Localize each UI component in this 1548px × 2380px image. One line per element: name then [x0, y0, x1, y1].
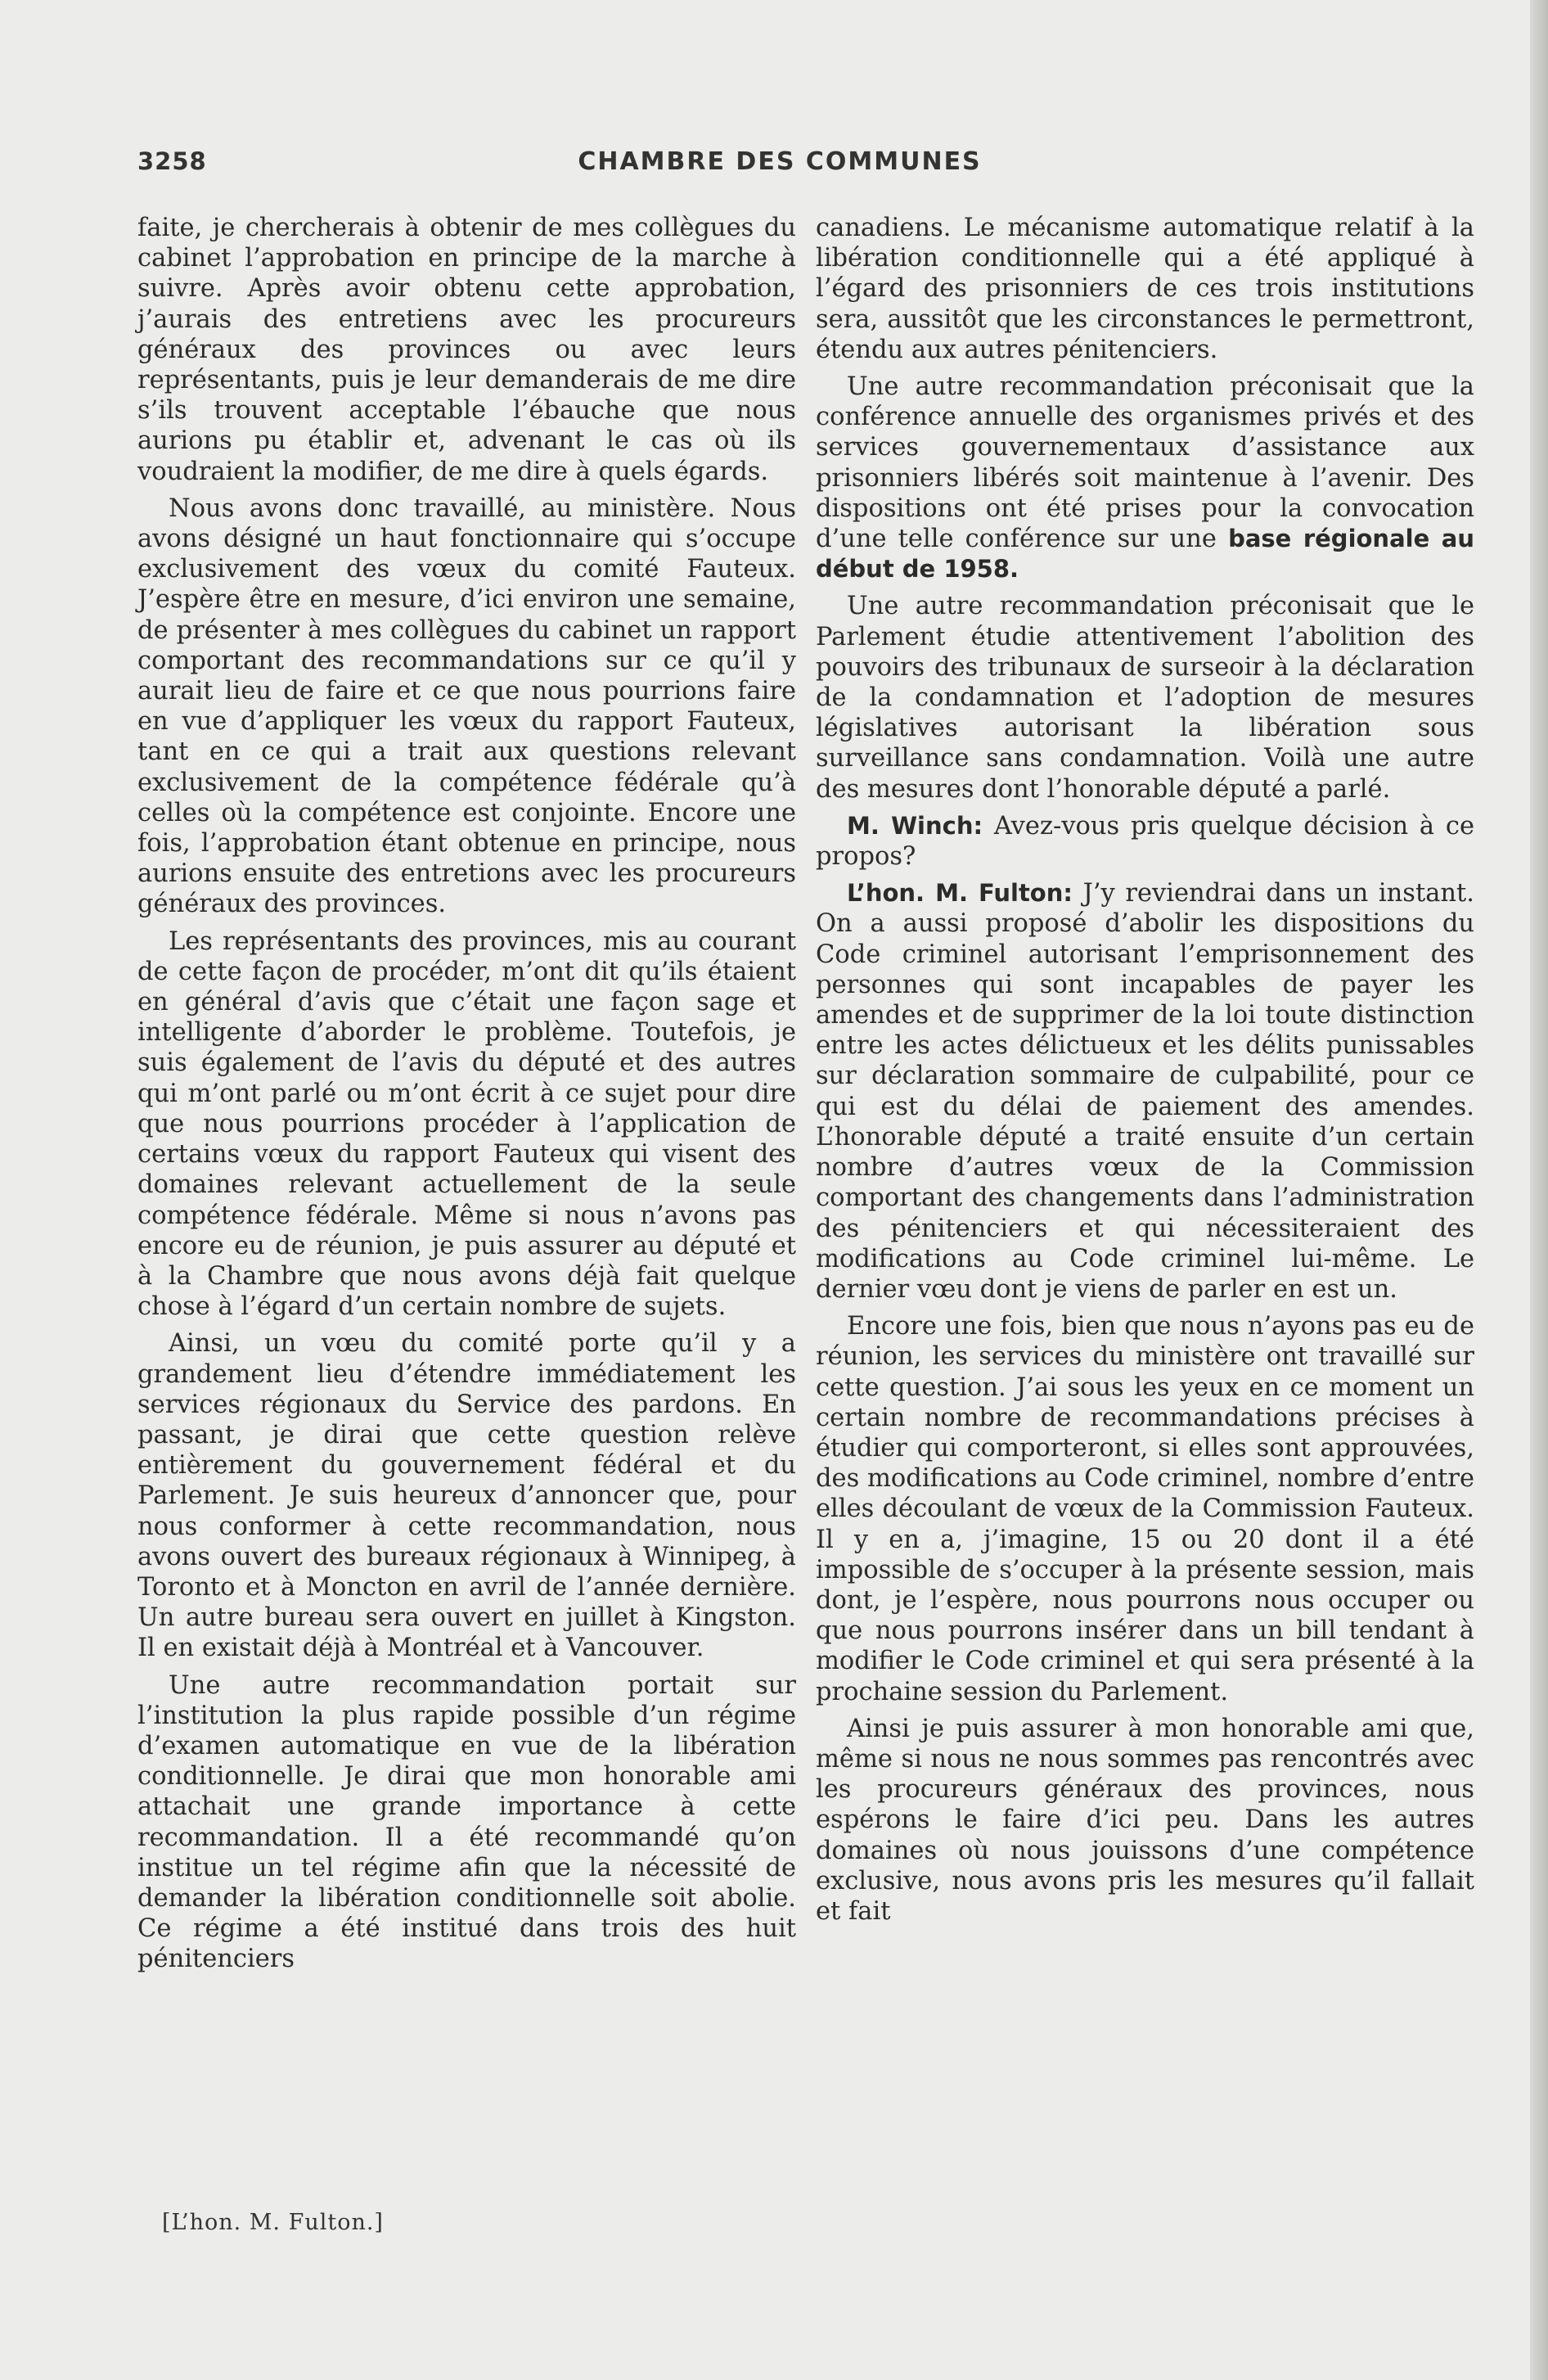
speaker-name: M. Winch:: [847, 811, 983, 840]
paragraph: Une autre recommandation préconisait que le Parlement étudie attentivement l’abolition des pouvoirs des tribunaux de surseoir à la déclaration de la condamnation et l’adoption de mesures législatives autorisant la libération sous surveillance sans condamnation. Voilà une autre des mesures dont l’honorable député a parlé.: [816, 592, 1474, 804]
paragraph: Nous avons donc travaillé, au ministère. Nous avons désigné un haut fonctionnaire qui s’occupe exclusivement des vœux du comité Fauteux. J’espère être en mesure, d’ici environ une semaine, de présenter à mes collègues du cabinet un rapport comportant des recommandations sur ce qu’il y aurait lieu de faire et ce que nous pourrions faire en vue d’appliquer les vœux du rapport Fauteux, tant en ce qui a trait aux questions relevant exclusivement de la compétence fédérale qu’à celles où la compétence est conjointe. Encore une fois, l’approbation étant obtenue en principe, nous aurions ensuite des entretions avec les procureurs généraux des provinces.: [137, 494, 796, 919]
page-edge-shadow: [1530, 0, 1548, 2380]
paragraph: Ainsi je puis assurer à mon honorable ami que, même si nous ne nous sommes pas rencontrés avec les procureurs généraux des provinces, nous espérons le faire d’ici peu. Dans les autres domaines où nous jouissons d’une compétence exclusive, nous avons pris les mesures qu’il fallait et fait: [816, 1714, 1474, 1926]
paragraph: faite, je chercherais à obtenir de mes collègues du cabinet l’approbation en principe de la marche à suivre. Après avoir obtenu cette approbation, j’aurais des entretiens avec les procureurs généraux des provinces ou avec leurs représentants, puis je leur demanderais de me dire s’ils trouvent acceptable l’ébauche que nous aurions pu établir et, advenant le cas où ils voudraient la modifier, de me dire à quels égards.: [137, 214, 796, 486]
speech-fulton: [816, 878, 1474, 1305]
paragraph: canadiens. Le mécanisme automatique relatif à la libération conditionnelle qui a été appliqué à l’égard des prisonniers de ces trois institutions sera, aussitôt que les circonstances le permettront, étendu aux autres pénitenciers.: [816, 214, 1474, 364]
paragraph-text: Une autre recommandation préconisait que la conférence annuelle des organismes privés et des services gouvernementaux d’assistance aux prisonniers libérés soit maintenue à l’avenir. Des dispositions ont été prises pour la convocation d’une telle conférence sur une: [816, 372, 1474, 554]
speech-winch: [816, 811, 1474, 872]
speech-text: J’y reviendrai dans un instant. On a aussi proposé d’abolir les dispositions du Code criminel autorisant l’emprisonnement des personnes qui sont incapables de payer les amendes et de supprimer de la loi toute distinction entre les actes délictueux et les délits punissables sur déclaration sommaire de culpabilité, pour ce qui est du délai de paiement des amendes. L’honorable député a traité ensuite d’un certain nombre d’autres vœux de la Commission comportant des changements dans l’administration des pénitenciers et qui nécessiteraient des modifications au Code criminel lui-même. Le dernier vœu dont je viens de parler en est un.: [816, 879, 1474, 1304]
right-column: [816, 213, 1474, 1933]
left-column: [137, 213, 796, 1981]
page-number: 3258: [137, 147, 207, 175]
paragraph: Une autre recommandation portait sur l’institution la plus rapide possible d’un régime d’examen automatique en vue de la libération conditionnelle. Je dirai que mon honorable ami attachait une grande importance à cette recommandation. Il a été recommandé qu’on institue un tel régime afin que la nécessité de demander la libération conditionnelle soit abolie. Ce régime a été institué dans trois des huit pénitenciers: [137, 1670, 796, 1974]
paragraph: [816, 372, 1474, 584]
speaker-name: L’hon. M. Fulton:: [847, 879, 1073, 908]
bold-text: base régionale au début de 1958.: [816, 525, 1474, 584]
speech-text: Avez-vous pris quelque décision à ce propos?: [816, 811, 1474, 872]
speaker-footnote: [L’hon. M. Fulton.]: [162, 2210, 384, 2235]
paragraph: Ainsi, un vœu du comité porte qu’il y a grandement lieu d’étendre immédiatement les services régionaux du Service des pardons. En passant, je dirai que cette question relève entièrement du gouvernement fédéral et du Parlement. Je suis heureux d’annoncer que, pour nous conformer à cette recommandation, nous avons ouvert des bureaux régionaux à Winnipeg, à Toronto et à Moncton en avril de l’année dernière. Un autre bureau sera ouvert en juillet à Kingston. Il en existait déjà à Montréal et à Vancouver.: [137, 1329, 796, 1663]
paragraph: Les représentants des provinces, mis au courant de cette façon de procéder, m’ont dit qu’ils étaient en général d’avis que c’était une façon sage et intelligente d’aborder le problème. Toutefois, je suis également de l’avis du député et des autres qui m’ont parlé ou m’ont écrit à ce sujet pour dire que nous pourrions procéder à l’application de certains vœux du rapport Fauteux qui visent des domaines relevant actuellement de la seule compétence fédérale. Même si nous n’avons pas encore eu de réunion, je puis assurer au député et à la Chambre que nous avons déjà fait quelque chose à l’égard d’un certain nombre de sujets.: [137, 926, 796, 1322]
page-header: [137, 147, 1422, 188]
paragraph: Encore une fois, bien que nous n’ayons pas eu de réunion, les services du ministère ont travaillé sur cette question. J’ai sous les yeux en ce moment un certain nombre de recommandations précises à étudier qui comporteront, si elles sont approuvées, des modifications au Code criminel, nombre d’entre elles découlant de vœux de la Commission Fauteux. Il y en a, j’imagine, 15 ou 20 dont il a été impossible de s’occuper à la présente session, mais dont, je l’espère, nous pourrons nous occuper ou que nous pourrons insérer dans un bill tendant à modifier le Code criminel et qui sera présenté à la prochaine session du Parlement.: [816, 1312, 1474, 1706]
running-head: CHAMBRE DES COMMUNES: [578, 147, 982, 176]
